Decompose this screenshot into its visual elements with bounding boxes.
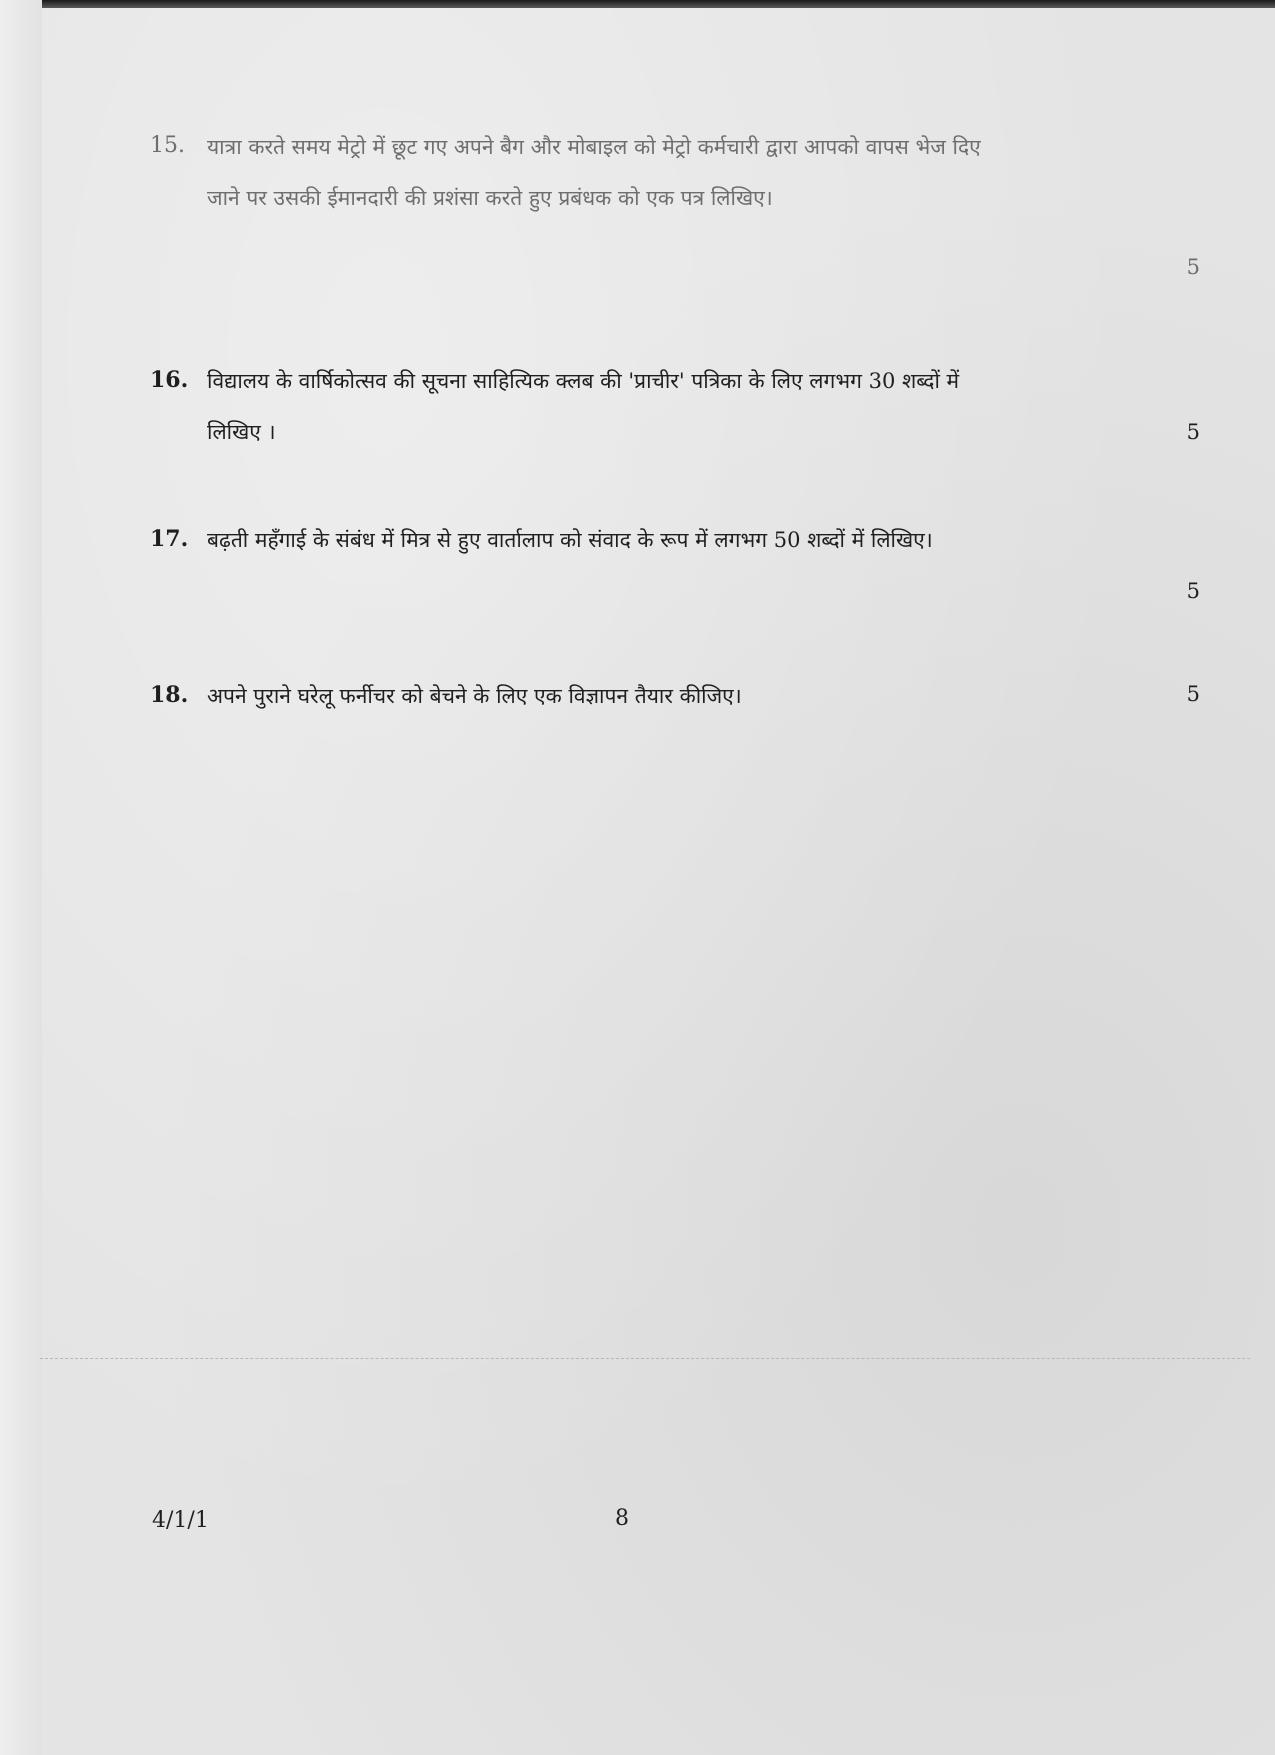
question-text: अपने पुराने घरेलू फर्नीचर को बेचने के लिए एक विज्ञापन तैयार कीजिए। xyxy=(207,684,742,708)
question-text: यात्रा करते समय मेट्रो में छूट गए अपने बैग और मोबाइल को मेट्रो कर्मचारी द्वारा आपको वापस भेज दिए जाने पर उसकी ईमानदारी की प्रशंसा करते हुए प्रबंधक को एक पत्र लिखिए। xyxy=(207,135,981,210)
question-marks: 5 xyxy=(1186,682,1200,706)
question-text: बढ़ती महँगाई के संबंध में मित्र से हुए वार्तालाप को संवाद के रूप में लगभग 50 शब्दों में लिखिए। xyxy=(207,528,933,552)
question-marks: 5 xyxy=(1186,255,1200,279)
question-marks: 5 xyxy=(1186,579,1200,603)
question-number: 18. xyxy=(150,682,189,708)
page-fold-line xyxy=(40,1358,1250,1360)
question-marks: 5 xyxy=(1186,420,1200,444)
question-number: 16. xyxy=(150,367,189,393)
scan-top-edge xyxy=(0,0,1275,8)
page-number: 8 xyxy=(615,1506,629,1531)
paper-code: 4/1/1 xyxy=(152,1508,209,1533)
question-number: 15. xyxy=(150,133,185,158)
scan-left-margin xyxy=(0,0,42,1755)
question-number: 17. xyxy=(150,526,189,552)
question-text: विद्यालय के वार्षिकोत्सव की सूचना साहित्यिक क्लब की 'प्राचीर' पत्रिका के लिए लगभग 30 शब्दों में लिखिए । xyxy=(207,369,960,444)
